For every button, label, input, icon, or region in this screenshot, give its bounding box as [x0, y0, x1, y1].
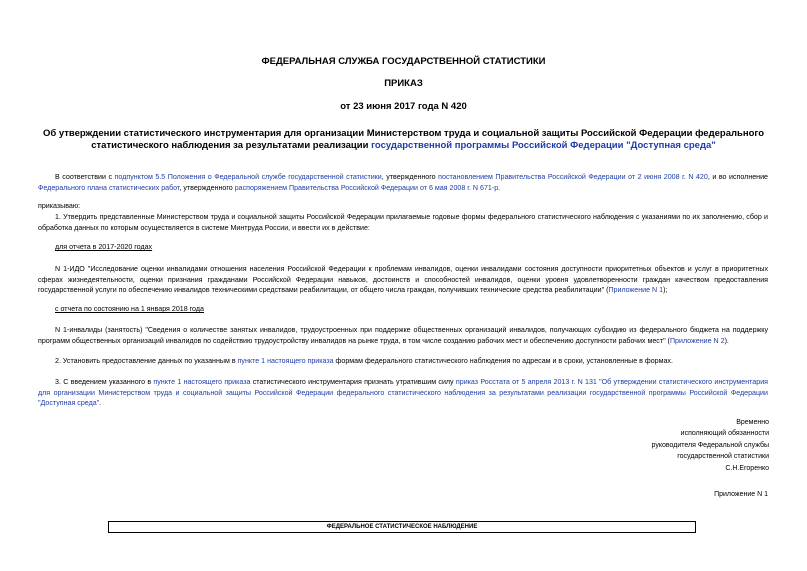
item-3-paragraph [38, 377, 768, 409]
preamble-text: В соответствии с [55, 173, 115, 181]
form-1-ido-end: ); [663, 286, 668, 295]
document-date-number: от 23 июня 2017 года N 420 [340, 101, 467, 112]
signature-line: руководителя Федеральной службы [651, 441, 769, 449]
government-order-link[interactable]: распоряжением Правительства Российской Федерации от 6 мая 2008 г. N 671-р [234, 183, 499, 192]
item-2-text: 2. Установить предоставление данных по указанным в [55, 357, 238, 365]
item-1-reference-link[interactable]: пункте 1 настоящего приказа [237, 357, 334, 365]
appendix-1-link[interactable]: Приложение N 1 [608, 286, 664, 295]
form-1-employment-text: N 1-инвалиды (занятость) "Сведения о количестве занятых инвалидов, трудоустроенных при поддержке общественных организаций инвалидов, получающих субсидию из федерального бюджета на поддержку программ общественных организаций инвалидов по содействию трудоустройству инвалидов на рынке труда, в том числе созданию рабочих мест и обеспечению доступности рабочих мест" ( [38, 326, 768, 345]
title-line-2 [0, 140, 807, 152]
preamble-paragraph [38, 172, 768, 193]
item-3-text: статистического инструментария признать утратившим силу [250, 378, 456, 386]
rosstat-order-link[interactable]: приказ Росстата от 5 апреля 2013 г. N 131 "Об утверждении статистического инструментария для организации Министерством труда и социальной защиты Российской Федерации федерального статистического наблюдения за результатами реализации государственной программы Российской Федерации "Доступная среда" [38, 378, 768, 408]
appendix-label: Приложение N 1 [714, 491, 768, 498]
regulation-link[interactable]: подпунктом 5.5 Положения о Федеральной службе государственной статистики [114, 173, 382, 181]
signature-line: государственной статистики [677, 453, 769, 461]
item-3-text: 3. С введением указанного в [55, 378, 154, 386]
form-1-ido-paragraph [38, 264, 768, 296]
signature-line: исполняющий обязанности [680, 430, 769, 438]
observation-header-box [108, 521, 696, 533]
observation-header-title: ФЕДЕРАЛЬНОЕ СТАТИСТИЧЕСКОЕ НАБЛЮДЕНИЕ [326, 524, 478, 530]
title-line-1: Об утверждении статистического инструментария для организации Министерством труда и социальной защиты Российской Федерации федерального [42, 128, 765, 139]
item-2-text: формам федерального статистического наблюдения по адресам и в сроки, установленные в формах. [333, 357, 673, 365]
preamble-text: , и во исполнение [707, 173, 769, 181]
government-decree-link[interactable]: постановлением Правительства Российской Федерации от 2 июня 2008 г. N 420 [438, 173, 708, 181]
item-1-reference-link[interactable]: пункте 1 настоящего приказа [153, 378, 251, 386]
form-1-employment-paragraph [38, 325, 768, 346]
report-period-2017: для отчета в 2017-2020 годах [55, 243, 153, 251]
form-1-employment-end: ). [724, 336, 729, 345]
title-line-2-text: статистического наблюдения за результатами реализации [91, 140, 372, 151]
signature-line: Временно [736, 419, 769, 426]
signatory-name: С.Н.Егоренко [725, 464, 769, 472]
program-link[interactable]: государственной программы Российской Федерации "Доступная среда" [371, 140, 716, 151]
document-type: ПРИКАЗ [384, 78, 423, 89]
preamble-text: , утвержденного [381, 173, 439, 181]
agency-heading: ФЕДЕРАЛЬНАЯ СЛУЖБА ГОСУДАРСТВЕННОЙ СТАТИСТИКИ [261, 56, 546, 67]
signature-block [652, 417, 769, 474]
appendix-2-link[interactable]: Приложение N 2 [669, 336, 725, 345]
order-word: приказываю: [38, 202, 81, 210]
preamble-text: . [498, 183, 501, 192]
item-3-text: . [99, 399, 102, 408]
preamble-text: , утвержденного [179, 183, 235, 192]
federal-plan-link[interactable]: Федерального плана статистических работ [38, 183, 180, 192]
form-1-ido-text: N 1-ИДО "Исследование оценки инвалидами отношения населения Российской Федерации к проблемам инвалидов, оценки инвалидами состояния доступности приоритетных объектов и услуг в приоритетных сферах жизнедеятельности, оценки признания гражданами Российской Федерации навыков, достоинств и способностей инвалидов, оценки уровня удовлетворенности граждан качеством предоставления государственной услуги по обеспечению инвалидов техническими средствами реабилитации, от общего числа граждан, получивших технические средства реабилитации" ( [38, 265, 768, 295]
report-period-2018: с отчета по состоянию на 1 января 2018 года [55, 305, 204, 313]
item-2-paragraph [55, 356, 768, 367]
item-1-paragraph: 1. Утвердить представленные Министерством труда и социальной защиты Российской Федерации прилагаемые годовые формы федерального статистического наблюдения с указаниями по их заполнению, сбор и обработка данных по которым осуществляется в системе Минтруда России, и ввести их в действие: [38, 213, 768, 232]
